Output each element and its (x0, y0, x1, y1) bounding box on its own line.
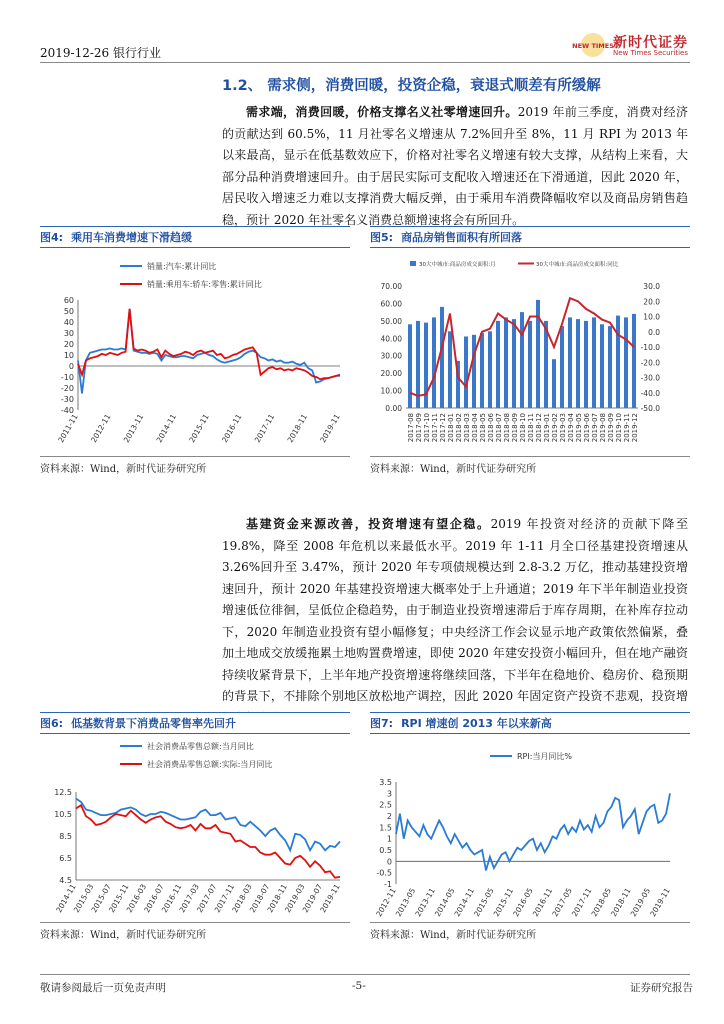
x-tick-label: 2015-11 (187, 412, 211, 445)
y-tick-label: 3 (386, 789, 392, 799)
x-tick-label: 2018-03 (463, 413, 471, 443)
y-tick-label: 20 (63, 340, 74, 349)
series-line (78, 309, 340, 379)
bar (600, 324, 604, 408)
x-tick-label: 2019-05 (575, 413, 583, 443)
bar (624, 317, 628, 408)
series-line (76, 805, 340, 878)
paragraph-investment-body: 2019 年投资对经济的贡献下降至 19.8%，降至 2008 年危机以来最低水平。2019 年 1-11 月全口径基建投资增速从 3.26%回升至 3.47%，预计 2020 年专项债规模达到 2.8-3.2 万亿，推动基建投资增速回升，预计 2020 年基建投资增速大概率处于上升通道；2019 年下半年制造业投资增速低位徘徊，呈低位企稳趋势，由于制造业投资增速滞后于库存周期，在补库存拉动下，2020 年制造业投资有望小幅修复；中央经济工作会议显示地产政策依然偏紧，叠加土地成交放缓拖累土地购置费增速，即使 2020 年建安投资小幅回升，但在地产融资持续收紧背景下，上半年地产投资增速将继续回落，下半年在稳地价、稳房价、稳预期的背景下，不排除个别地区放松地产调控，因此 2020 年固定资产投资不悲观，投资增 (222, 517, 688, 703)
x-tick-label: 2017-11 (569, 886, 594, 919)
logo-mark-text: NEW TIMES (572, 42, 614, 50)
header-rule (40, 62, 690, 63)
y-tick-label: 3.5 (379, 778, 392, 787)
y-left-tick-label: 70.00 (380, 282, 402, 291)
x-tick-label: 2019-07 (300, 882, 325, 915)
y-tick-label: 10 (63, 351, 74, 360)
figure4-source: 资料来源：Wind，新时代证券研究所 (40, 464, 207, 475)
legend-label: 社会消费品零售总额:实际:当月同比 (147, 760, 273, 769)
figure4-title: 乘用车消费增速下滑趋缓 (71, 231, 193, 244)
y-right-tick-label: 30.0 (643, 282, 660, 291)
series-line (396, 793, 670, 870)
y-tick-label: 2 (386, 812, 392, 821)
header-date-industry: 2019-12-26 银行行业 (40, 46, 162, 60)
legend-label: 30大中城市:商品房成交面积:月 (419, 262, 496, 268)
y-tick-label: -20 (60, 384, 74, 393)
y-tick-label: -0.5 (376, 868, 392, 878)
y-right-tick-label: -20.0 (640, 358, 660, 368)
x-tick-label: 2013-05 (393, 886, 418, 919)
bar (472, 335, 476, 408)
figure6-title: 低基数背景下消费品零售率先回升 (71, 717, 237, 730)
footer-page-number: -5- (352, 980, 366, 992)
logo-cn-text: 新时代证券 (613, 35, 688, 51)
paragraph-consumption-body: 2019 年前三季度，消费对经济的贡献达到 60.5%，11 月社零名义增速从 7.2%回升至 8%，11 月 RPI 为 2013 年以来最高，显示在低基数效应下，价格对社零名义增速有较大支撑，从结构上来看，大部分品种消费增速回升。由于居民实际可支配收入增速还在下滑通道，因此 2020 年，居民收入增速乏力难以支撑消费大幅反弹，由于乘用车消费降幅收窄以及商品房销售趋稳，预计 2020 年社零名义消费总额增速将会有所回升。 (222, 105, 688, 227)
x-tick-label: 2018-11 (609, 886, 633, 919)
bar (408, 324, 412, 408)
bar (448, 331, 452, 408)
y-tick-label: -1 (384, 880, 392, 889)
x-tick-label: 2014-11 (452, 886, 477, 919)
x-tick-label: 2019-09 (607, 413, 615, 443)
footer-disclaimer[interactable]: 敬请参阅最后一页免责声明 (40, 982, 166, 994)
y-tick-label: 30 (63, 329, 74, 338)
y-left-tick-label: 10.00 (380, 386, 402, 396)
paragraph-consumption-lead: 需求端，消费回暖，价格支撑名义社零增速回升。 (246, 105, 518, 119)
x-tick-label: 2018-08 (503, 413, 511, 443)
bar (496, 321, 500, 408)
x-tick-label: 2018-09 (511, 413, 519, 443)
x-tick-label: 2018-07 (495, 413, 503, 443)
figure5-source-rule (370, 456, 690, 457)
y-tick-label: 0.5 (379, 846, 392, 855)
x-tick-label: 2019-11 (648, 886, 672, 919)
x-tick-label: 2015-07 (89, 882, 113, 915)
x-tick-label: 2019-01 (543, 413, 551, 443)
x-tick-label: 2017-08 (407, 413, 415, 443)
x-tick-label: 2019-03 (283, 882, 307, 915)
x-tick-label: 2014-11 (54, 882, 78, 915)
x-tick-label: 2019-11 (318, 412, 342, 445)
x-tick-label: 2013-11 (121, 412, 146, 445)
legend-label: RPI:当月同比% (517, 752, 573, 761)
bar (504, 317, 508, 408)
x-tick-label: 2016-11 (159, 882, 184, 915)
x-tick-label: 2018-12 (535, 413, 543, 443)
figure7-chart (370, 738, 690, 918)
y-left-tick-label: 60.00 (380, 299, 402, 309)
y-tick-label: 50 (63, 307, 74, 316)
legend-swatch (410, 261, 416, 266)
bar (584, 321, 588, 408)
x-tick-label: 2017-03 (177, 882, 201, 915)
y-right-tick-label: -10.0 (640, 343, 660, 352)
logo-mark-icon (572, 30, 614, 60)
bar (488, 331, 492, 408)
bar (632, 314, 636, 408)
x-tick-label: 2018-10 (519, 413, 527, 443)
bar (616, 316, 620, 408)
x-tick-label: 2019-08 (599, 413, 607, 443)
x-tick-label: 2016-05 (511, 886, 535, 919)
y-left-tick-label: 0.00 (385, 404, 402, 413)
y-right-tick-label: 20.0 (643, 297, 660, 307)
y-right-tick-label: -30.0 (640, 373, 660, 383)
bar (568, 317, 572, 408)
x-tick-label: 2015-11 (491, 886, 516, 919)
x-tick-label: 2018-04 (471, 413, 479, 443)
figure5-title-bar (370, 226, 690, 248)
figure7-title: RPI 增速创 2013 年以来新高 (401, 717, 552, 730)
x-tick-label: 2018-07 (247, 882, 272, 915)
figure6-source-rule (40, 922, 350, 923)
figure6-chart (40, 738, 350, 918)
paragraph-investment (222, 514, 688, 729)
y-tick-label: 0 (386, 857, 392, 867)
y-tick-label: -30 (60, 395, 74, 404)
x-tick-label: 2017-07 (195, 882, 219, 915)
y-tick-label: 0 (68, 362, 74, 371)
legend-label: 社会消费品零售总额:当月同比 (147, 742, 254, 751)
y-tick-label: -40 (60, 406, 74, 415)
bar (440, 307, 444, 408)
x-tick-label: 2016-03 (124, 882, 149, 915)
x-tick-label: 2016-07 (142, 882, 166, 915)
figure5-number: 图5: (370, 231, 394, 244)
x-tick-label: 2018-01 (447, 413, 455, 443)
x-tick-label: 2018-11 (285, 412, 309, 445)
figure4-chart (40, 252, 350, 448)
x-tick-label: 2018-02 (455, 413, 463, 443)
legend-label: 销量:乘用车:轿车:零售:累计同比 (147, 280, 262, 289)
y-tick-label: 1 (386, 834, 392, 844)
x-tick-label: 2019-06 (583, 413, 591, 443)
x-tick-label: 2019-11 (318, 882, 342, 915)
x-tick-label: 2012-11 (374, 886, 398, 919)
footer-rule (40, 974, 690, 975)
x-tick-label: 2018-11 (527, 413, 535, 443)
bar (576, 319, 580, 408)
y-tick-label: 6.5 (59, 854, 72, 863)
x-tick-label: 2017-11 (252, 412, 277, 445)
bar (464, 337, 468, 409)
figure4-source-rule (40, 456, 350, 457)
x-tick-label: 2013-11 (413, 886, 437, 919)
y-tick-label: 1.5 (379, 823, 392, 833)
footer-report-label: 证券研究报告 (630, 982, 693, 994)
section-title: 1.2、 需求侧，消费回暖，投资企稳，衰退式顺差有所缓解 (222, 78, 601, 94)
bar (520, 312, 524, 408)
x-tick-label: 2018-06 (487, 413, 495, 443)
company-logo (572, 30, 705, 60)
y-left-tick-label: 40.00 (380, 334, 402, 344)
x-tick-label: 2015-11 (107, 882, 131, 915)
y-left-tick-label: 50.00 (380, 316, 402, 326)
figure7-source: 资料来源：Wind，新时代证券研究所 (370, 930, 537, 941)
x-tick-label: 2017-11 (212, 882, 237, 915)
x-tick-label: 2017-12 (439, 413, 447, 443)
paragraph-consumption (222, 102, 688, 231)
bar (480, 333, 484, 408)
x-tick-label: 2019-05 (628, 886, 653, 919)
x-tick-label: 2019-03 (559, 413, 567, 443)
y-right-tick-label: -40.0 (640, 388, 660, 398)
x-tick-label: 2015-03 (71, 882, 96, 915)
x-tick-label: 2019-11 (623, 413, 631, 443)
y-tick-label: -10 (60, 373, 74, 382)
x-tick-label: 2017-09 (415, 413, 423, 443)
y-left-tick-label: 30.00 (380, 351, 402, 361)
legend-label: 销量:汽车:累计同比 (147, 262, 217, 271)
logo-en-text: New Times Securities (613, 49, 688, 57)
figure4-title-bar (40, 226, 350, 248)
x-tick-label: 2017-05 (550, 886, 574, 919)
y-left-tick-label: 20.00 (380, 369, 402, 379)
bar (512, 319, 516, 408)
x-tick-label: 2016-11 (220, 412, 244, 445)
x-tick-label: 2019-10 (615, 413, 623, 443)
y-right-tick-label: 0.0 (648, 327, 660, 337)
bar (528, 321, 532, 408)
x-tick-label: 2016-11 (530, 886, 555, 919)
x-tick-label: 2019-02 (551, 413, 559, 443)
figure7-source-rule (370, 922, 690, 923)
figure6-title-bar (40, 712, 350, 734)
y-tick-label: 2.5 (379, 800, 392, 810)
x-tick-label: 2019-04 (567, 413, 575, 443)
bar (608, 326, 612, 408)
bar (592, 317, 596, 408)
x-tick-label: 2011-11 (56, 412, 80, 445)
x-tick-label: 2017-11 (431, 413, 439, 443)
x-tick-label: 2018-11 (265, 882, 289, 915)
figure6-source: 资料来源：Wind，新时代证券研究所 (40, 930, 207, 941)
x-tick-label: 2018-05 (479, 413, 487, 443)
bar (552, 359, 556, 408)
bar (560, 326, 564, 408)
figure6-number: 图6: (40, 717, 64, 730)
legend-label: 30大中城市:商品房成交面积:同比 (536, 262, 619, 268)
y-tick-label: 60 (63, 296, 74, 305)
y-tick-label: 8.5 (59, 832, 72, 841)
y-right-tick-label: -50.0 (640, 404, 660, 413)
bar (432, 317, 436, 408)
x-tick-label: 2018-03 (230, 882, 254, 915)
figure4-number: 图4: (40, 231, 64, 244)
x-tick-label: 2014-05 (432, 886, 457, 919)
x-tick-label: 2019-12 (631, 413, 639, 443)
x-tick-label: 2014-11 (154, 412, 178, 445)
figure5-source: 资料来源：Wind，新时代证券研究所 (370, 464, 537, 475)
y-tick-label: 12.5 (54, 788, 72, 797)
x-tick-label: 2018-05 (589, 886, 614, 919)
paragraph-investment-lead: 基建资金来源改善，投资增速有望企稳。 (246, 517, 491, 531)
series-line (76, 799, 340, 851)
figure5-chart (370, 252, 690, 448)
x-tick-label: 2015-05 (472, 886, 496, 919)
y-tick-label: 4.5 (59, 876, 72, 885)
y-right-tick-label: 10.0 (643, 312, 660, 322)
x-tick-label: 2012-11 (89, 412, 113, 445)
figure7-number: 图7: (370, 717, 394, 730)
y-tick-label: 40 (63, 318, 74, 327)
y-tick-label: 10.5 (54, 810, 72, 819)
figure7-title-bar (370, 712, 690, 734)
x-tick-label: 2017-10 (423, 413, 431, 443)
x-tick-label: 2019-07 (591, 413, 599, 443)
figure5-title: 商品房销售面积有所回落 (401, 231, 523, 244)
